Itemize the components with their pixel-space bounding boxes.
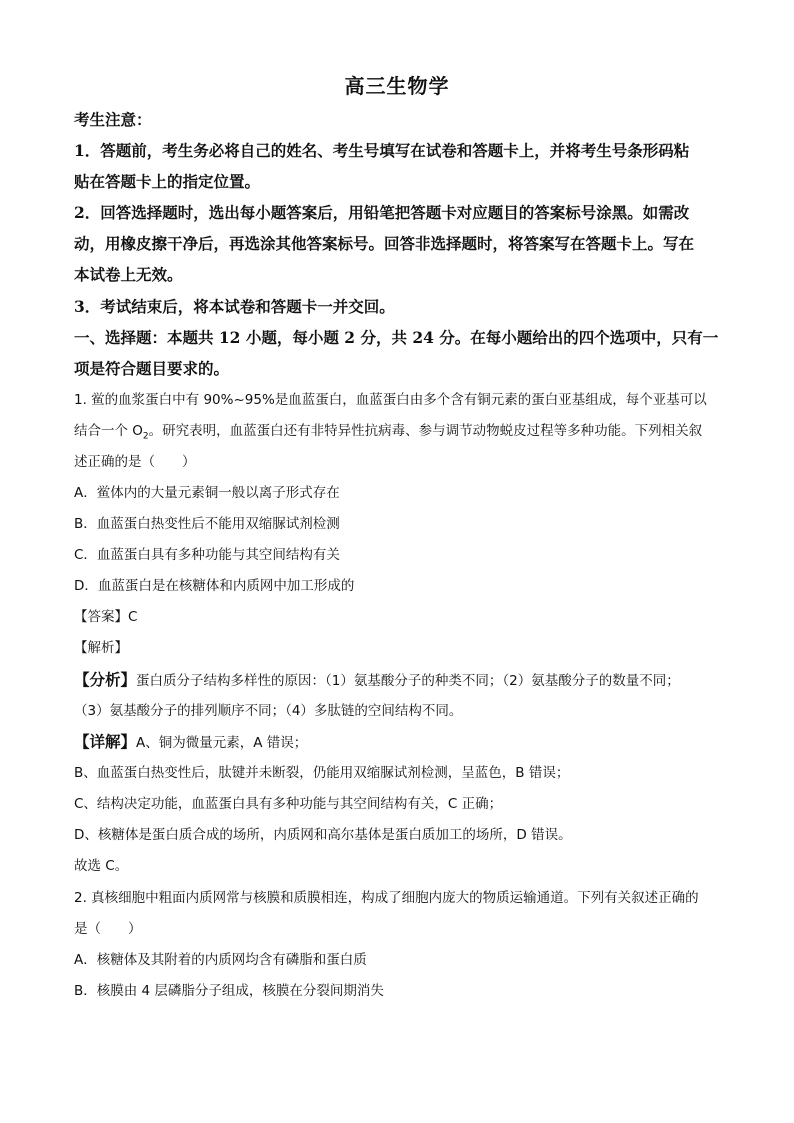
q1-fenxi-line-2: （3）氨基酸分子的排列顺序不同；（4）多肽链的空间结构不同。 (74, 703, 463, 719)
q2-option-b: B．核膜由 4 层磷脂分子组成，核膜在分裂间期消失 (74, 983, 384, 999)
q1-detail-line-2: B、血蓝蛋白热变性后，肽键并未断裂，仍能用双缩脲试剂检测，呈蓝色，B 错误； (74, 765, 570, 781)
notice-item-2-line-3: 本试卷上无效。 (74, 265, 183, 284)
q2-stem-line-1: 2. 真核细胞中粗面内质网常与核膜和质膜相连，构成了细胞内庞大的物质运输通道。下列有关叙述正确的 (74, 890, 699, 906)
q1-answer: 【答案】C (74, 609, 138, 625)
q2-option-a: A．核糖体及其附着的内质网均含有磷脂和蛋白质 (74, 952, 367, 968)
section-heading-line-2: 项是符合题目要求的。 (74, 359, 230, 378)
q2-stem-line-2: 是（ ） (74, 921, 142, 937)
q1-option-b: B．血蓝蛋白热变性后不能用双缩脲试剂检测 (74, 516, 340, 532)
notice-heading: 考生注意： (74, 110, 152, 129)
page-title: 高三生物学 (344, 74, 450, 98)
q1-stem-line-3: 述正确的是（ ） (74, 454, 196, 470)
q1-option-c: C．血蓝蛋白具有多种功能与其空间结构有关 (74, 547, 340, 563)
q1-detail-line-3: C、结构决定功能，血蓝蛋白具有多种功能与其空间结构有关，C 正确； (74, 796, 503, 812)
notice-item-3-line-1: 3．考试结束后，将本试卷和答题卡一并交回。 (74, 297, 395, 316)
notice-item-2-line-1: 2．回答选择题时，选出每小题答案后，用铅笔把答题卡对应题目的答案标号涂黑。如需改 (74, 203, 690, 222)
q1-analysis-label: 【解析】 (74, 640, 128, 656)
notice-item-1-line-1: 1．答题前，考生务必将自己的姓名、考生号填写在试卷和答题卡上，并将考生号条形码粘 (74, 141, 690, 160)
q1-stem-line-2: 结合一个 $O_2$。研究表明，血蓝蛋白还有非特异性抗病毒、参与调节动物蜕皮过程等多种功能。下列相关叙 (74, 423, 703, 442)
q1-detail-line-1: 【详解】A、铜为微量元素，A 错误； (74, 733, 308, 751)
q1-detail-line-4: D、核糖体是蛋白质合成的场所，内质网和高尔基体是蛋白质加工的场所，D 错误。 (74, 827, 572, 843)
q1-option-a: A．鲎体内的大量元素铜一般以离子形式存在 (74, 485, 340, 501)
notice-item-1-line-2: 贴在答题卡上的指定位置。 (74, 172, 261, 191)
q1-option-d: D．血蓝蛋白是在核糖体和内质网中加工形成的 (74, 578, 355, 594)
section-heading-line-1: 一、选择题：本题共 12 小题，每小题 2 分，共 24 分。在每小题给出的四个选项中，只有一 (74, 328, 719, 347)
notice-item-2-line-2: 动，用橡皮擦干净后，再选涂其他答案标号。回答非选择题时，将答案写在答题卡上。写在 (74, 234, 695, 253)
q1-stem-line-1: 1. 鲎的血浆蛋白中有 90%~95%是血蓝蛋白，血蓝蛋白由多个含有铜元素的蛋白亚基组成，每个亚基可以 (74, 392, 707, 408)
q1-fenxi-line-1: 【分析】蛋白质分子结构多样性的原因：（1）氨基酸分子的种类不同；（2）氨基酸分子的数量不同； (74, 671, 680, 689)
q1-conclusion: 故选 C。 (74, 858, 129, 874)
